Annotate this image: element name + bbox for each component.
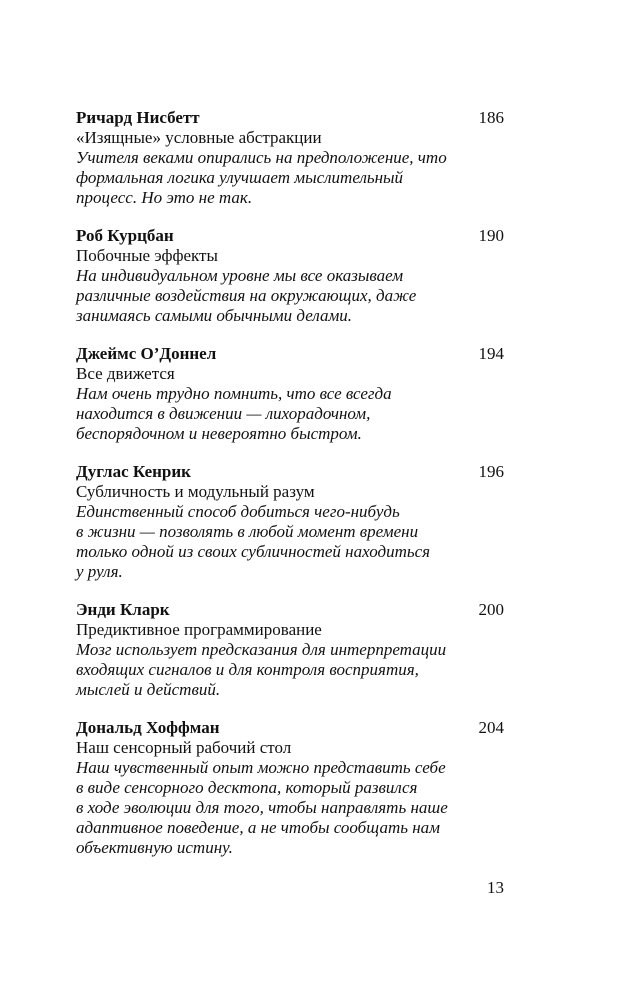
entry-author: Роб Курцбан	[76, 226, 174, 245]
description-line: мыслей и действий.	[76, 680, 221, 699]
entry-author: Джеймс О’Доннел	[76, 344, 217, 363]
entry-page-number: 196	[478, 462, 504, 481]
entry-description	[76, 758, 504, 858]
description-line: Единственный способ добиться чего-нибудь	[76, 502, 400, 521]
entry-description	[76, 148, 504, 208]
entry-description	[76, 502, 504, 582]
description-line: Мозг использует предсказания для интерпретации	[76, 640, 447, 659]
entry-description	[76, 266, 504, 326]
entry-author: Энди Кларк	[76, 600, 170, 619]
description-line: адаптивное поведение, а не чтобы сообщать нам	[76, 818, 441, 837]
entry-title: Субличность и модульный разум	[76, 482, 315, 501]
toc-entry-4	[76, 462, 504, 582]
description-line: занимаясь самыми обычными делами.	[76, 306, 353, 325]
entry-author: Дональд Хоффман	[76, 718, 220, 737]
description-line: только одной из своих субличностей находиться	[76, 542, 431, 561]
entry-description	[76, 384, 504, 444]
description-line: различные воздействия на окружающих, даже	[76, 286, 417, 305]
toc-entry-6	[76, 718, 504, 858]
folio-page-number: 13	[487, 878, 504, 897]
entry-title: Все движется	[76, 364, 175, 383]
description-line: формальная логика улучшает мыслительный	[76, 168, 404, 187]
description-line: беспорядочном и невероятно быстром.	[76, 424, 362, 443]
toc-entry-5	[76, 600, 504, 700]
description-line: в ходе эволюции для того, чтобы направлять наше	[76, 798, 448, 817]
description-line: Учителя веками опирались на предположение, что	[76, 148, 447, 167]
entry-title: Побочные эффекты	[76, 246, 218, 265]
toc-entry-1	[76, 108, 504, 208]
entry-page-number: 190	[478, 226, 504, 245]
description-line: в жизни — позволять в любой момент времени	[76, 522, 419, 541]
toc-entry-2	[76, 226, 504, 326]
entry-page-number: 186	[478, 108, 504, 127]
description-line: входящих сигналов и для контроля восприятия,	[76, 660, 419, 679]
description-line: процесс. Но это не так.	[76, 188, 253, 207]
description-line: Наш чувственный опыт можно представить себе	[76, 758, 446, 777]
description-line: в виде сенсорного десктопа, который развился	[76, 778, 418, 797]
entry-title: Предиктивное программирование	[76, 620, 322, 639]
description-line: объективную истину.	[76, 838, 233, 857]
entry-author: Ричард Нисбетт	[76, 108, 200, 127]
entry-title: Наш сенсорный рабочий стол	[76, 738, 292, 757]
description-line: у руля.	[76, 562, 123, 581]
entry-page-number: 204	[478, 718, 504, 737]
entry-title: «Изящные» условные абстракции	[76, 128, 322, 147]
entry-page-number: 194	[478, 344, 504, 363]
entry-page-number: 200	[478, 600, 504, 619]
description-line: находится в движении — лихорадочном,	[76, 404, 371, 423]
toc-entry-3	[76, 344, 504, 444]
entry-description	[76, 640, 504, 700]
description-line: На индивидуальном уровне мы все оказываем	[76, 266, 404, 285]
entry-author: Дуглас Кенрик	[76, 462, 191, 481]
description-line: Нам очень трудно помнить, что все всегда	[76, 384, 392, 403]
